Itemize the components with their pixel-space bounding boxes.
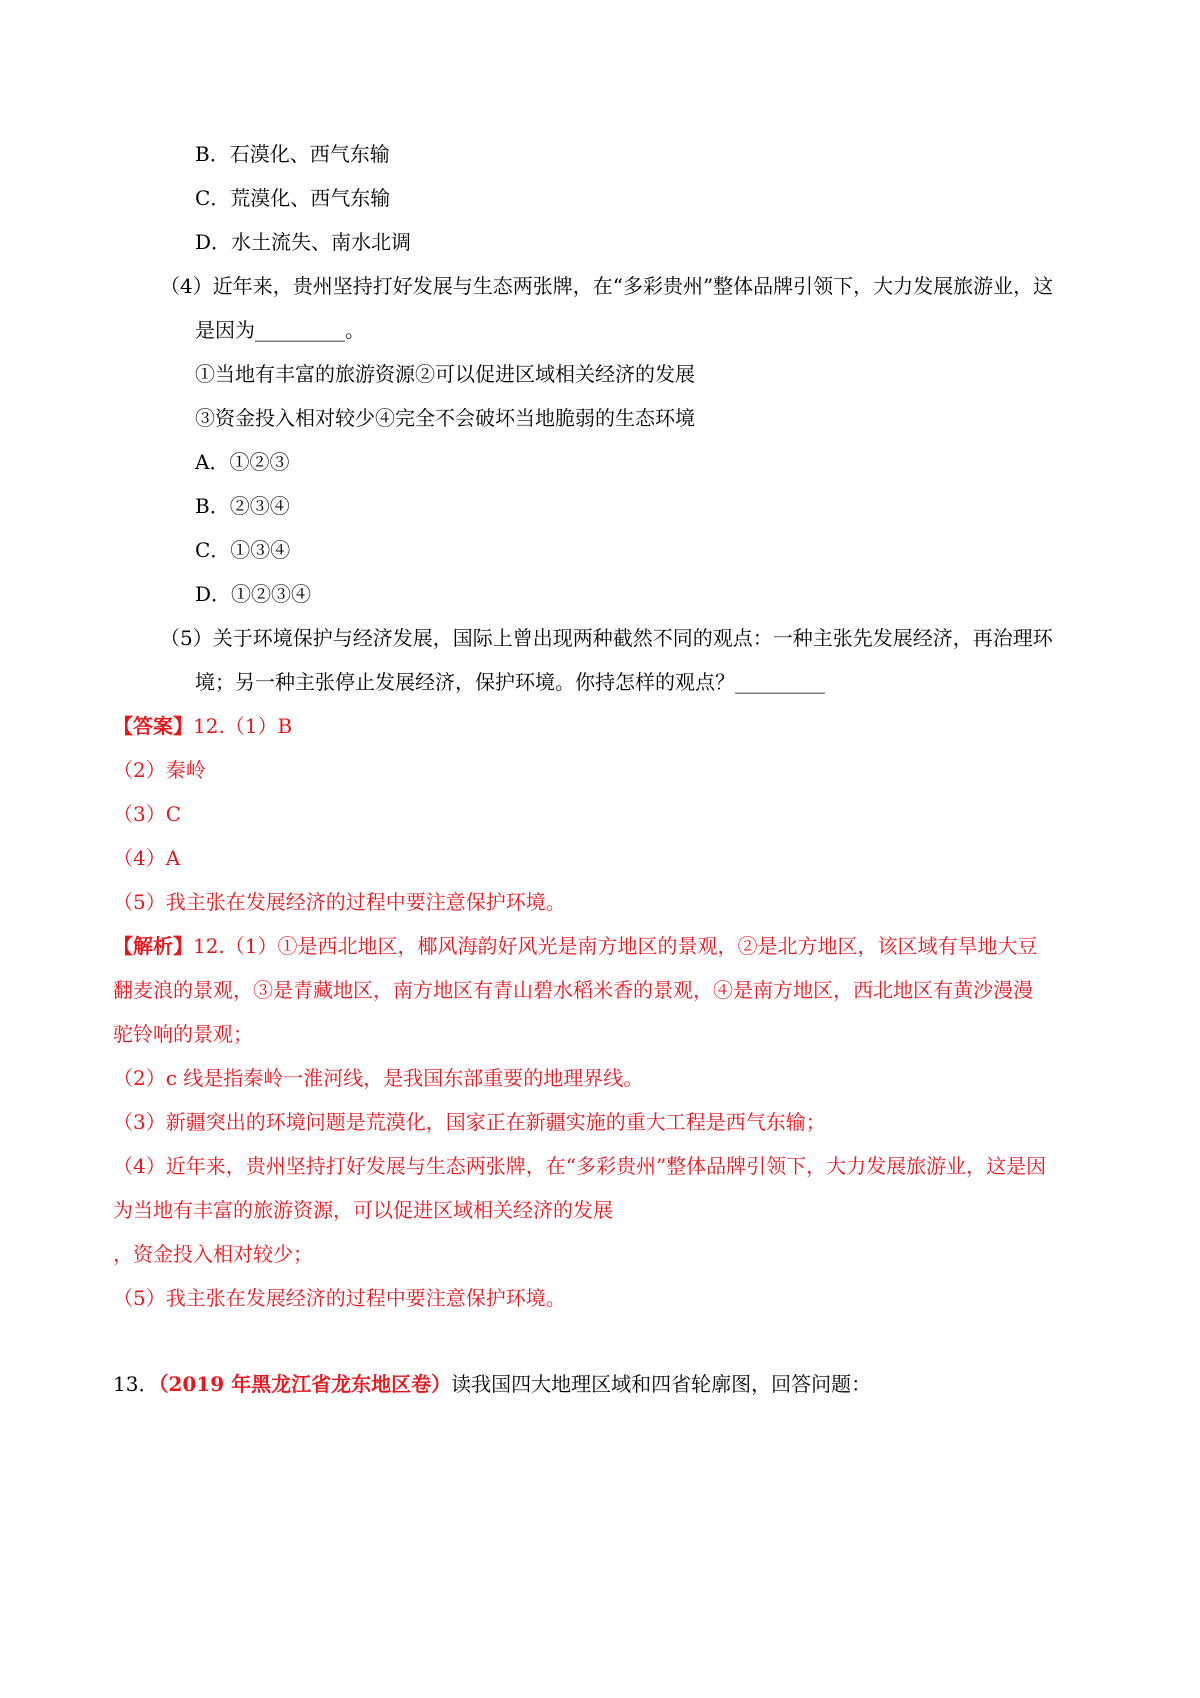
analysis-6: （4）近年来，贵州坚持打好发展与生态两张牌，在“多彩贵州”整体品牌引领下，大力发展旅游业，这是因 [113,1154,1047,1178]
q13-text: 读我国四大地理区域和四省轮廓图，回答问题： [451,1372,872,1396]
q12-4-option-a: A．①②③ [195,450,290,474]
answer-line1 [113,712,292,740]
q12-5-stem-line2: 境；另一种主张停止发展经济，保护环境。你持怎样的观点？_________ [195,670,825,694]
q13-stem [113,1370,871,1398]
q12-4-stem-line2: 是因为_________。 [195,318,365,342]
analysis-label: 【解析】 [113,934,193,958]
answer-1: 12.（1）B [193,714,293,738]
q12-4-stem-line1: （4）近年来，贵州坚持打好发展与生态两张牌，在“多彩贵州”整体品牌引领下，大力发展旅游业，这 [160,274,1054,298]
q12-3-option-c: C．荒漠化、西气东输 [195,186,391,210]
q12-4-option-d: D．①②③④ [195,582,312,606]
answer-2: （2）秦岭 [113,758,206,782]
q12-4-option-c: C．①③④ [195,538,291,562]
analysis-3: 驼铃响的景观； [113,1022,253,1046]
answer-3: （3）C [113,802,182,826]
analysis-4: （2）c 线是指秦岭一淮河线，是我国东部重要的地理界线。 [113,1066,644,1090]
analysis-8: ，资金投入相对较少； [113,1242,313,1266]
q13-number: 13． [113,1372,159,1396]
analysis-9: （5）我主张在发展经济的过程中要注意保护环境。 [113,1286,566,1310]
analysis-line1 [113,932,1038,960]
q12-4-statements-2: ③资金投入相对较少④完全不会破坏当地脆弱的生态环境 [195,406,695,430]
q12-5-stem-line1: （5）关于环境保护与经济发展，国际上曾出现两种截然不同的观点：一种主张先发展经济，再治理环 [160,626,1053,650]
q12-4-option-b: B．②③④ [195,494,290,518]
analysis-1: 12.（1）①是西北地区，椰风海韵好风光是南方地区的景观，②是北方地区，该区域有旱地大豆 [193,934,1038,958]
q12-3-option-d: D．水土流失、南水北调 [195,230,412,254]
answer-4: （4）A [113,846,181,870]
analysis-5: （3）新疆突出的环境问题是荒漠化，国家正在新疆实施的重大工程是西气东输； [113,1110,826,1134]
q12-3-option-b: B．石漠化、西气东输 [195,142,390,166]
q13-source: （2019 年黑龙江省龙东地区卷） [158,1372,452,1396]
q12-4-statements-1: ①当地有丰富的旅游资源②可以促进区域相关经济的发展 [195,362,695,386]
answer-label: 【答案】 [113,714,193,738]
analysis-7: 为当地有丰富的旅游资源，可以促进区域相关经济的发展 [113,1198,613,1222]
answer-5: （5）我主张在发展经济的过程中要注意保护环境。 [113,890,566,914]
analysis-2: 翻麦浪的景观，③是青藏地区，南方地区有青山碧水稻米香的景观，④是南方地区，西北地区有黄沙漫漫 [113,978,1033,1002]
